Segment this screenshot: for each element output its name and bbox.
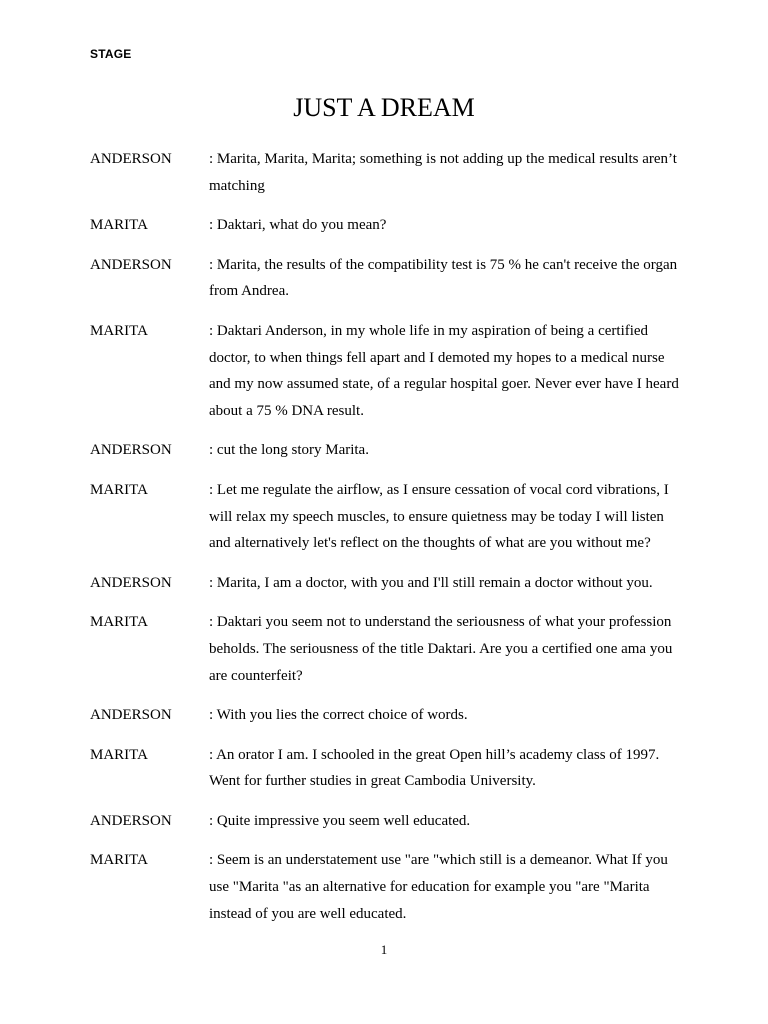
dialogue-entry [90,318,690,424]
speaker-name: ANDERSON [90,812,172,829]
speaker-name: MARITA [90,614,148,631]
dialogue-entry [90,437,690,464]
speaker-name: MARITA [90,481,148,498]
dialogue-line: : Seem is an understatement use "are "which still is a demeanor. What If you use "Marita "as an alternative for education for example you "are "Marita instead of you are well educated. [209,852,668,922]
dialogue-entry [90,702,690,729]
speaker-name: ANDERSON [90,256,172,273]
dialogue-line: : Daktari Anderson, in my whole life in my aspiration of being a certified doctor, to when things fell apart and I demoted my hopes to a medical nurse and my now assumed state, of a regular hospital goer. Never ever have I heard about a 75 % DNA result. [209,322,679,419]
speaker-name: MARITA [90,852,148,869]
dialogue-line: : With you lies the correct choice of words. [209,707,468,724]
speaker-name: MARITA [90,322,148,339]
stage-header: STAGE [90,47,132,61]
dialogue-entry [90,609,690,689]
dialogue-entry [90,847,690,927]
page-number: 1 [380,942,388,957]
dialogue-entry [90,477,690,557]
speaker-name: ANDERSON [90,707,172,724]
dialogue-line: : An orator I am. I schooled in the great Open hill’s academy class of 1997. Went for further studies in great Cambodia University. [209,746,660,790]
dialogue-entry [90,252,690,305]
dialogue-line: : cut the long story Marita. [209,442,369,459]
speaker-name: ANDERSON [90,442,172,459]
dialogue-list [90,146,690,940]
dialogue-line: : Quite impressive you seem well educated. [209,812,471,829]
speaker-name: MARITA [90,746,148,763]
speaker-name: ANDERSON [90,151,172,167]
dialogue-entry [90,570,690,597]
dialogue-entry [90,808,690,835]
dialogue-entry [90,742,690,795]
speaker-name: MARITA [90,217,148,234]
dialogue-line: : Marita, I am a doctor, with you and I'll still remain a doctor without you. [209,574,653,591]
dialogue-entry [90,212,690,239]
dialogue-line: : Marita, the results of the compatibility test is 75 % he can't receive the organ from Andrea. [209,256,678,300]
speaker-name: ANDERSON [90,574,172,591]
play-title: JUST A DREAM [293,93,475,122]
dialogue-line: : Daktari you seem not to understand the seriousness of what your profession beholds. The seriousness of the title Daktari. Are you a certified one ama you are counterfeit? [209,614,673,684]
dialogue-line: : Marita, Marita, Marita; something is not adding up the medical results aren’t matching [209,151,677,194]
dialogue-entry [90,146,690,199]
dialogue-line: : Let me regulate the airflow, as I ensure cessation of vocal cord vibrations, I will relax my speech muscles, to ensure quietness may be today I will listen and alternatively let's reflect on the thoughts of what are you without me? [209,481,669,552]
dialogue-line: : Daktari, what do you mean? [209,217,387,234]
